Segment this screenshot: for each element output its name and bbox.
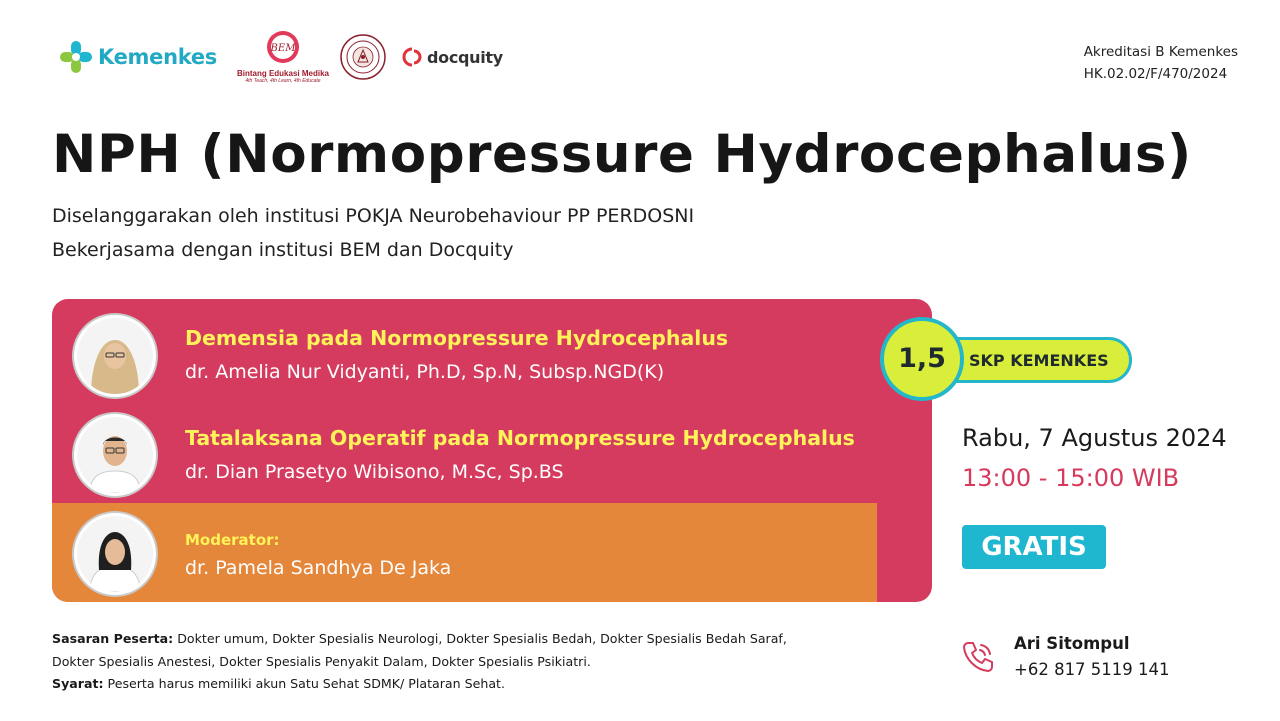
partner-line: Bekerjasama dengan institusi BEM dan Docquity: [52, 239, 514, 261]
session-1-topic: Demensia pada Normopressure Hydrocephalus: [185, 326, 729, 350]
moderator-portrait-icon: [77, 516, 153, 592]
phone-icon: [960, 639, 996, 675]
event-time: 13:00 - 15:00 WIB: [962, 464, 1180, 492]
participant-info: [52, 628, 787, 696]
contact-phone: +62 817 5119 141: [1014, 660, 1170, 679]
free-badge: GRATIS: [962, 525, 1106, 569]
bem-logo: [235, 30, 331, 84]
requirement-text: Peserta harus memiliki akun Satu Sehat SDMK/ Plataran Sehat.: [103, 676, 505, 691]
accreditation-info: [1084, 41, 1238, 85]
bem-tagline: 4th Teach, 4th Learn, 4th Educate: [245, 78, 321, 84]
kemenkes-wordmark: Kemenkes: [98, 45, 217, 69]
docquity-wordmark: docquity: [426, 47, 503, 67]
perdosni-seal-icon: [339, 33, 387, 81]
session-2-topic: Tatalaksana Operatif pada Normopressure Hydrocephalus: [185, 426, 855, 450]
skp-label: SKP KEMENKES: [969, 351, 1109, 370]
moderator-avatar: [74, 513, 156, 595]
target-text-1: Dokter umum, Dokter Spesialis Neurologi, Dokter Spesialis Bedah, Dokter Spesialis Bedah Saraf,: [173, 631, 787, 646]
skp-value: 1,5: [898, 343, 946, 374]
target-text-2: Dokter Spesialis Anestesi, Dokter Spesialis Penyakit Dalam, Dokter Spesialis Psikiatri.: [52, 653, 591, 669]
accreditation-line1: Akreditasi B Kemenkes: [1083, 44, 1238, 60]
bem-mark-text: BEM: [270, 43, 296, 54]
target-label: Sasaran Peserta:: [52, 631, 174, 646]
bem-name: Bintang Edukasi Medika: [236, 69, 329, 78]
requirement-line: [52, 673, 787, 696]
event-title: NPH (Normopressure Hydrocephalus): [52, 124, 1192, 185]
speaker-1-avatar: [74, 315, 156, 397]
kemenkes-logo: [58, 39, 217, 75]
docquity-logo: [401, 46, 503, 68]
session-1-speaker: dr. Amelia Nur Vidyanti, Ph.D, Sp.N, Subsp.NGD(K): [185, 361, 665, 383]
bem-mark-icon: [266, 30, 300, 64]
skp-value-circle: [880, 317, 964, 401]
requirement-label: Syarat:: [52, 676, 104, 691]
event-date: Rabu, 7 Agustus 2024: [962, 424, 1227, 452]
partner-logos: [58, 30, 503, 84]
skp-badge: [880, 317, 1132, 401]
moderator-band: [52, 503, 877, 602]
speaker-1-portrait-icon: [77, 318, 153, 394]
accreditation-code: HK.02.02/F/470/2024: [1083, 66, 1228, 82]
kemenkes-mark-icon: [58, 39, 94, 75]
target-line-1: [52, 628, 787, 651]
speaker-panel: [52, 299, 932, 602]
docquity-mark-icon: [401, 46, 425, 68]
speaker-2-portrait-icon: [77, 417, 153, 493]
moderator-name: dr. Pamela Sandhya De Jaka: [185, 557, 452, 579]
speaker-2-avatar: [74, 414, 156, 496]
moderator-label: Moderator:: [185, 531, 280, 549]
contact-name: Ari Sitompul: [1014, 634, 1130, 653]
session-2-speaker: dr. Dian Prasetyo Wibisono, M.Sc, Sp.BS: [185, 461, 564, 483]
organizer-line: Diselanggarakan oleh institusi POKJA Neurobehaviour PP PERDOSNI: [52, 205, 695, 227]
